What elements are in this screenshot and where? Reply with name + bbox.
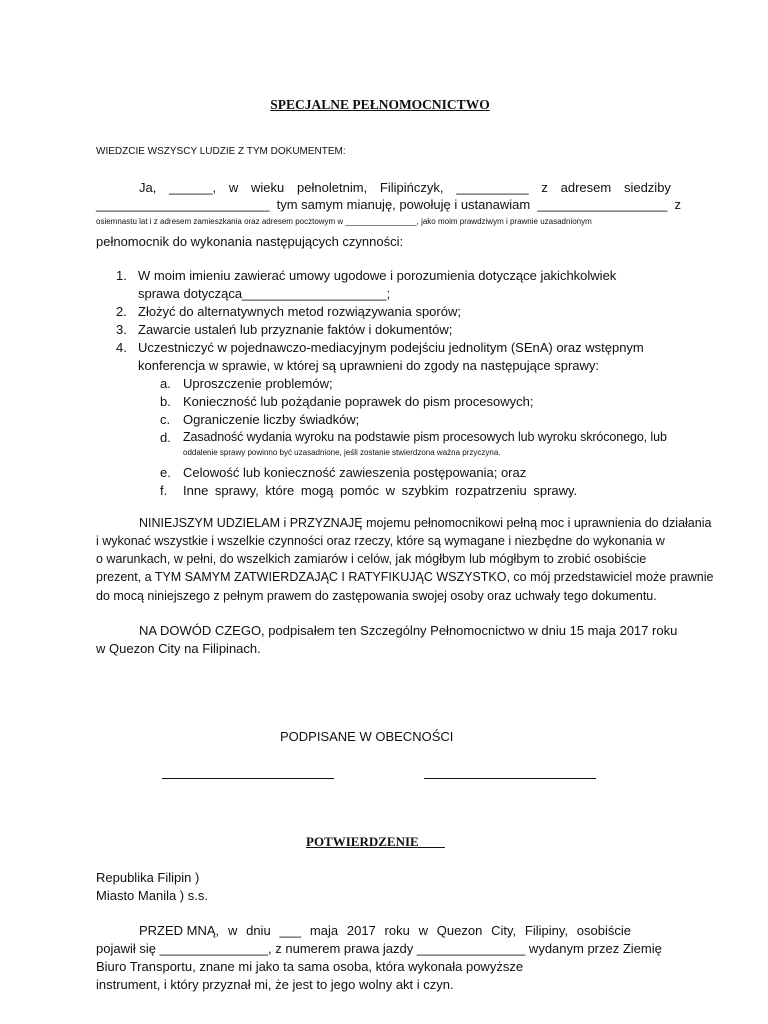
word: Ja, [139,180,157,195]
word: ______, [169,180,217,195]
word: z [541,180,548,195]
word: pełnoletnim, [297,180,368,195]
signed-presence-heading: PODPISANE W OBECNOŚCI [280,729,454,744]
sublist-letter: b. [160,394,171,409]
before-me-line3: Biuro Transportu, znane mi jako ta sama osoba, która wykonała powyższe [96,959,524,974]
word: Filipiny, [524,923,568,938]
list-item [96,267,706,303]
list-text: Uczestniczyć w pojednawczo-mediacyjnym podejściu jednolitym (SEnA) oraz wstępnym [138,340,644,355]
word: wieku [251,180,285,195]
document-title: SPECJALNE PEŁNOMOCNICTWO [270,97,490,112]
sublist-letter: d. [160,430,171,445]
witness-line: w Quezon City na Filipinach. [96,641,261,656]
word: ___ [279,923,302,938]
before-me-line4: instrument, i który przyznał mi, że jest to jego wolny akt i czyn. [96,977,454,992]
sublist-text: Konieczność lub pożądanie poprawek do pism procesowych; [183,394,534,409]
grant-line: o warunkach, w pełni, do wszelkich zamiarów i celów, jak mógłbym lub mógłbym to zrobić osobiście [96,552,647,566]
para1-line1 [139,180,671,195]
before-me-line1 [139,923,631,938]
sublist-letter: f. [160,483,168,498]
sublist-text: Celowość lub konieczność zawieszenia postępowania; oraz [183,465,527,480]
witness-line: NA DOWÓD CZEGO, podpisałem ten Szczególny Pełnomocnictwo w dniu 15 maja 2017 roku [139,623,678,638]
signature-line-right [424,778,596,779]
para1-line4: pełnomocnik do wykonania następujących czynności: [96,234,404,249]
before-me-line2: pojawił się _______________, z numerem prawa jazdy _______________ wydanym przez Ziemię [96,941,662,956]
para1-line2 [96,197,681,212]
list-number: 3. [116,322,127,337]
word: w [228,180,239,195]
word: z [674,197,681,212]
list-text: Złożyć do alternatywnych metod rozwiązywania sporów; [138,304,461,319]
word: w [418,923,428,938]
list-number: 4. [116,340,127,355]
word: ________________________ [96,197,270,212]
sublist-note: oddalenie sprawy powinno być uzasadnione, jeśli zostanie stwierdzona ważna przyczyna. [183,448,501,457]
grant-line: do mocą niniejszego z pełnym prawem do zastępowania swojej osoby oraz uchwały tego dokumentu. [96,589,657,603]
signature-line-left [162,778,334,779]
list-text: Zawarcie ustaleń lub przyznanie faktów i dokumentów; [138,322,453,337]
confirmation-title: POTWIERDZENIE____ [306,834,445,849]
word: tym samym mianuję, powołuję i ustanawiam [276,197,531,212]
grant-line: NINIEJSZYM UDZIELAM i PRZYZNAJĘ mojemu pełnomocnikowi pełną moc i uprawnienia do działania [139,516,712,530]
list-text-cont: konferencja w sprawie, w której są uprawnieni do zgody na następujące sprawy: [138,358,600,373]
list-item [96,321,706,339]
sublist-letter: a. [160,376,171,391]
word: dniu [246,923,271,938]
word: roku [384,923,410,938]
sublist-text: Zasadność wydania wyroku na podstawie pism procesowych lub wyroku skróconego, lub [183,430,667,444]
word: PRZED MNĄ, [139,923,220,938]
word: adresem [560,180,612,195]
sublist-letter: c. [160,412,171,427]
list-text: W moim imieniu zawierać umowy ugodowe i porozumienia dotyczące jakichkolwiek [138,268,617,283]
list-text-cont: sprawa dotycząca____________________; [138,286,391,301]
word: __________________ [537,197,668,212]
list-number: 2. [116,304,127,319]
word: osobiście [576,923,631,938]
word: w [227,923,238,938]
intro-line: WIEDZCIE WSZYSCY LUDZIE Z TYM DOKUMENTEM: [96,146,346,157]
sublist-text: Ograniczenie liczby świadków; [183,412,360,427]
list-item [96,339,706,375]
list-number: 1. [116,268,127,283]
powers-list [96,267,706,375]
word: Quezon [436,923,483,938]
grant-line: i wykonać wszystkie i wszelkie czynności oraz rzeczy, które są wymagane i niezbędne do wykonania w [96,534,665,548]
grant-line: prezent, a TYM SAMYM ZATWIERDZAJĄC I RATYFIKUJĄC WSZYSTKO, co mój przedstawiciel może prawnie [96,570,714,584]
word: Filipińczyk, [379,180,444,195]
para1-small-line: osiemnastu lat i z adresem zamieszkania oraz adresem pocztowym w ________________, jako moim prawdziwym i prawnie uzasadnionym [96,217,592,226]
sublist-text: Inne sprawy, które mogą pomóc w szybkim rozpatrzeniu sprawy. [183,483,578,498]
sublist-letter: e. [160,465,171,480]
venue-line: Republika Filipin ) [96,870,200,885]
word: City, [491,923,517,938]
word: __________ [456,180,529,195]
list-item [96,303,706,321]
sublist-text: Uproszczenie problemów; [183,376,333,391]
word: 2017 [346,923,376,938]
word: siedziby [623,180,671,195]
word: maja [309,923,339,938]
venue-line: Miasto Manila ) s.s. [96,888,208,903]
